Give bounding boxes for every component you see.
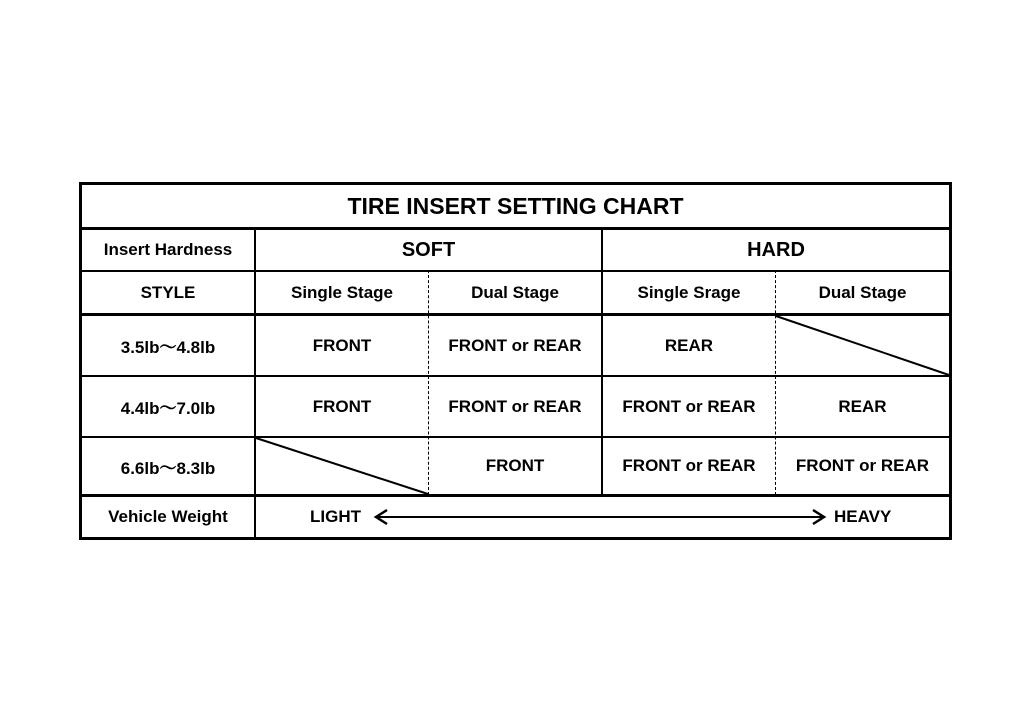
- not-applicable-diagonal: [256, 438, 428, 494]
- table-cell: FRONT: [312, 396, 372, 416]
- soft-header: SOFT: [401, 238, 456, 261]
- table-cell: FRONT or REAR: [622, 456, 756, 475]
- weight-arrow-icon: [373, 507, 827, 527]
- heavy-label: HEAVY: [834, 507, 892, 526]
- table-cell: REAR: [838, 396, 887, 416]
- vehicle-weight-label: Vehicle Weight: [108, 507, 228, 526]
- table-cell: FRONT or REAR: [448, 396, 582, 416]
- style-soft-single: Single Stage: [290, 282, 394, 302]
- tire-insert-setting-chart: [79, 182, 952, 540]
- style-hard-single: Single Srage: [637, 282, 741, 302]
- weight-range-label: 4.4lb～7.0lb: [120, 399, 216, 418]
- weight-range-label: 3.5lb～4.8lb: [120, 338, 216, 357]
- insert-hardness-label: Insert Hardness: [103, 240, 233, 259]
- style-soft-dual: Dual Stage: [471, 282, 559, 302]
- table-cell: REAR: [664, 335, 714, 355]
- hard-header: HARD: [747, 238, 805, 261]
- light-label: LIGHT: [310, 507, 361, 526]
- table-cell: FRONT or REAR: [795, 456, 930, 475]
- style-label: STYLE: [140, 282, 196, 302]
- style-hard-dual: Dual Stage: [818, 282, 907, 302]
- not-applicable-diagonal: [776, 316, 949, 375]
- table-cell: FRONT: [312, 335, 372, 355]
- table-cell: FRONT or REAR: [448, 335, 582, 355]
- table-cell: FRONT or REAR: [622, 396, 756, 416]
- chart-title: TIRE INSERT SETTING CHART: [347, 192, 684, 219]
- table-cell: FRONT: [485, 456, 545, 475]
- weight-range-label: 6.6lb～8.3lb: [120, 458, 216, 478]
